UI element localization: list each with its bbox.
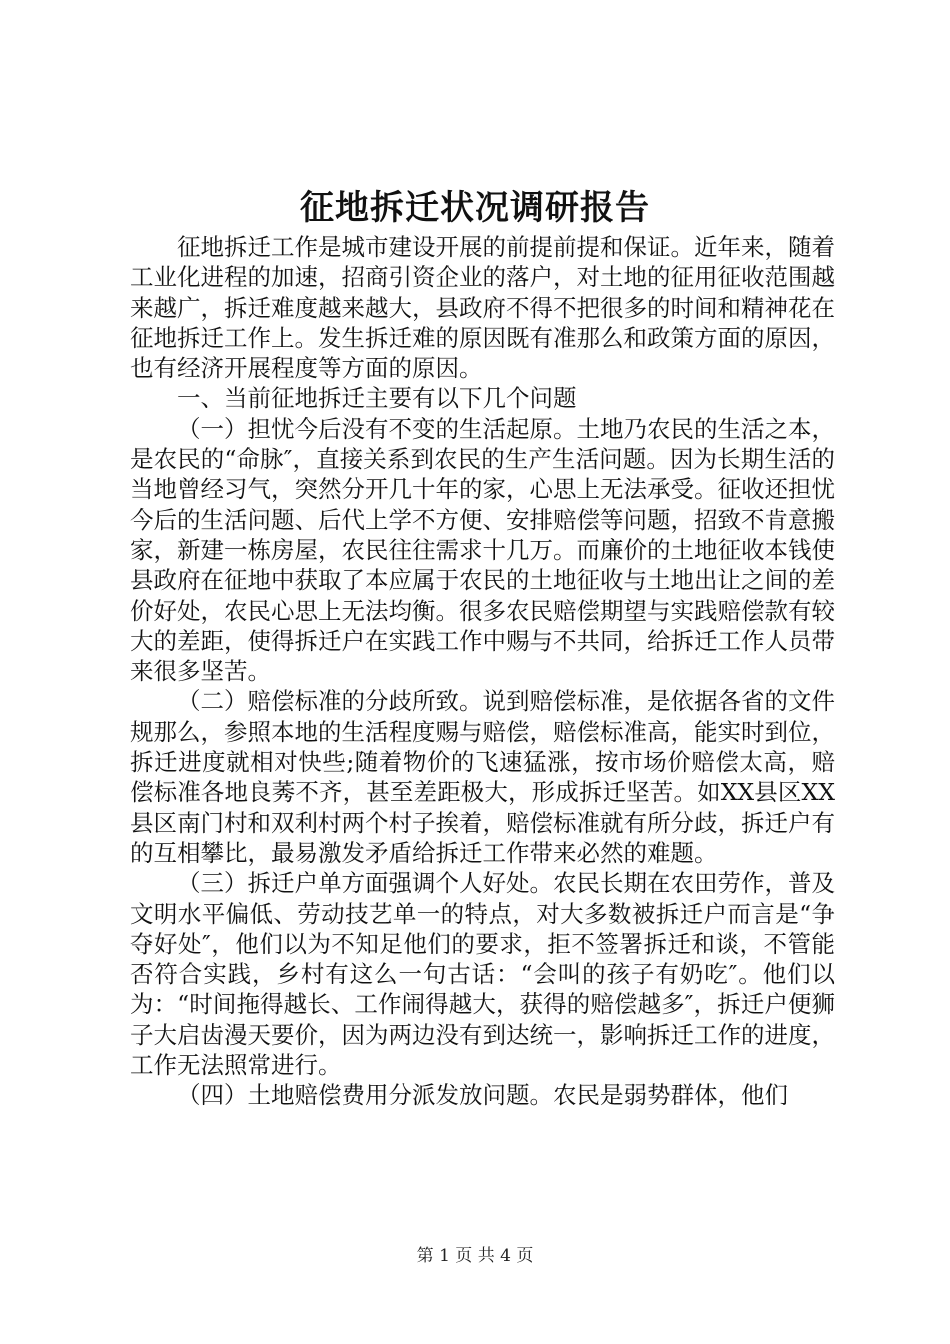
page-number-footer: 第 1 页 共 4 页 xyxy=(416,1246,534,1266)
issue-paragraph-2: （二）赔偿标准的分歧所致。说到赔偿标准，是依据各省的文件规那么，参照本地的生活程度赐与赔偿，赔偿标准高，能实时到位，拆迁进度就相对快些;随着物价的飞速猛涨，按市场价赔偿太高，赔偿标准各地良莠不齐，甚至差距极大，形成拆迁坚苦。如XX县区XX县区南门村和双利村两个村子挨着，赔偿标准就有所分歧，拆迁户有的互相攀比，最易激发矛盾给拆迁工作带来必然的难题。 xyxy=(130,687,835,867)
issue-paragraph-4: （四）土地赔偿费用分派发放问题。农民是弱势群体，他们 xyxy=(177,1081,788,1110)
issue-paragraph-1: （一）担忧今后没有不变的生活起原。土地乃农民的生活之本，是农民的“命脉″，直接关系到农民的生产生活问题。因为长期生活的当地曾经习气，突然分开几十年的家，心思上无法承受。征收还担忧今后的生活问题、后代上学不方便、安排赔偿等问题，招致不肯意搬家，新建一栋房屋，农民往往需求十几万。而廉价的土地征收本钱使县政府在征地中获取了本应属于农民的土地征收与土地出让之间的差价好处，农民心思上无法均衡。很多农民赔偿期望与实践赔偿款有较大的差距，使得拆迁户在实践工作中赐与不共同，给拆迁工作人员带来很多坚苦。 xyxy=(130,414,835,686)
document-title: 征地拆迁状况调研报告 xyxy=(300,188,650,228)
document-body xyxy=(130,232,835,1111)
issue-paragraph-3: （三）拆迁户单方面强调个人好处。农民长期在农田劳作，普及文明水平偏低、劳动技艺单一的特点，对大多数被拆迁户而言是“争夺好处″，他们以为不知足他们的要求，拒不签署拆迁和谈，不管能否符合实践，乡村有这么一句古话：“会叫的孩子有奶吃″。他们以为：“时间拖得越长、工作闹得越大，获得的赔偿越多″，拆迁户便狮子大启齿漫天要价，因为两边没有到达统一，影响拆迁工作的进度，工作无法照常进行。 xyxy=(130,869,835,1080)
intro-paragraph: 征地拆迁工作是城市建设开展的前提前提和保证。近年来，随着工业化进程的加速，招商引资企业的落户，对土地的征用征收范围越来越广，拆迁难度越来越大，县政府不得不把很多的时间和精神花在征地拆迁工作上。发生拆迁难的原因既有准那么和政策方面的原因，也有经济开展程度等方面的原因。 xyxy=(130,233,835,383)
section-heading: 一、当前征地拆迁主要有以下几个问题 xyxy=(177,384,577,413)
